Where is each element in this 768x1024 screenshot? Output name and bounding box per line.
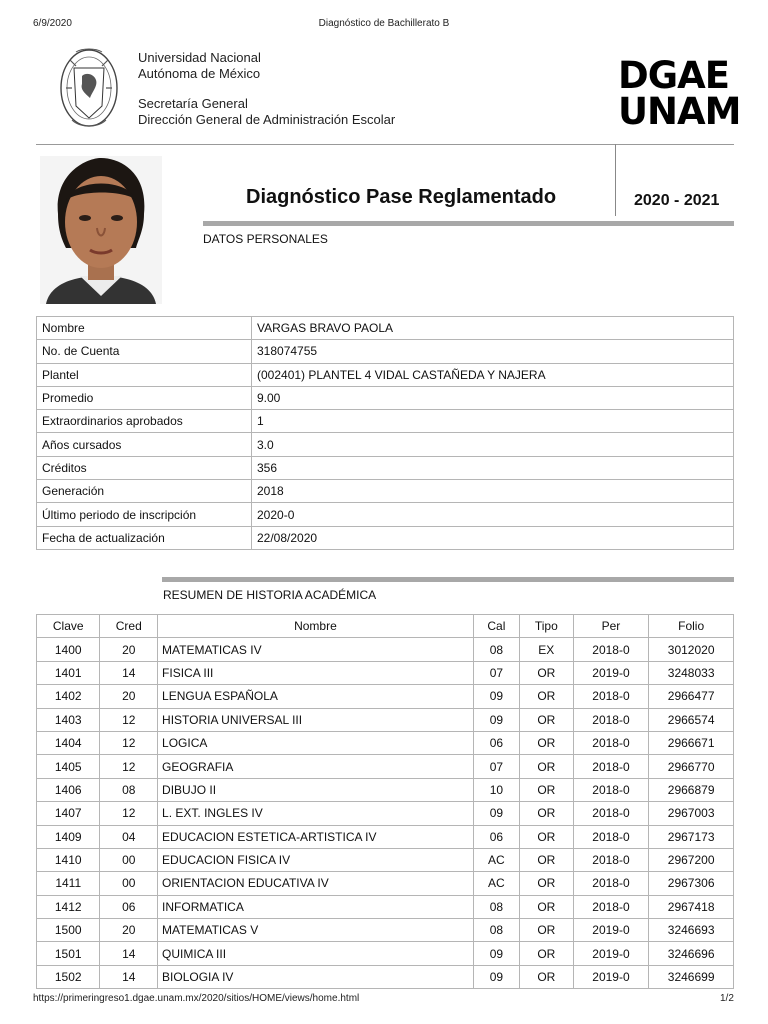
table-row	[37, 802, 734, 825]
cell-cred: 08	[100, 778, 158, 801]
cell-folio: 2966671	[649, 731, 734, 754]
table-row	[37, 942, 734, 965]
cell-cal: 06	[473, 731, 519, 754]
table-row	[37, 638, 734, 661]
cell-cred: 20	[100, 638, 158, 661]
unam-seal-logo	[56, 46, 122, 134]
cell-tipo: OR	[519, 731, 573, 754]
column-header-clave: Clave	[37, 615, 100, 638]
personal-field-label: Último periodo de inscripción	[37, 503, 252, 526]
cell-folio: 2966879	[649, 778, 734, 801]
dgae-unam-logo	[618, 54, 741, 133]
cell-clave: 1410	[37, 848, 100, 871]
print-title: Diagnóstico de Bachillerato B	[318, 18, 450, 29]
table-row	[37, 848, 734, 871]
cell-nombre: HISTORIA UNIVERSAL III	[158, 708, 474, 731]
cell-tipo: EX	[519, 638, 573, 661]
cell-cal: AC	[473, 848, 519, 871]
cell-tipo: OR	[519, 661, 573, 684]
column-header-per: Per	[573, 615, 649, 638]
cell-clave: 1401	[37, 661, 100, 684]
cell-nombre: MATEMATICAS V	[158, 919, 474, 942]
cell-per: 2018-0	[573, 731, 649, 754]
page-number: 1/2	[720, 993, 734, 1004]
cell-per: 2018-0	[573, 848, 649, 871]
cell-per: 2019-0	[573, 942, 649, 965]
personal-row	[37, 410, 734, 433]
cell-clave: 1502	[37, 965, 100, 988]
cell-per: 2018-0	[573, 872, 649, 895]
cell-nombre: MATEMATICAS IV	[158, 638, 474, 661]
cell-per: 2019-0	[573, 965, 649, 988]
cell-tipo: OR	[519, 919, 573, 942]
personal-row	[37, 456, 734, 479]
cell-cal: 09	[473, 942, 519, 965]
column-header-tipo: Tipo	[519, 615, 573, 638]
cell-cal: 09	[473, 965, 519, 988]
cell-tipo: OR	[519, 965, 573, 988]
document-title: Diagnóstico Pase Reglamentado	[246, 186, 557, 208]
cell-nombre: QUIMICA III	[158, 942, 474, 965]
cell-per: 2018-0	[573, 802, 649, 825]
cell-clave: 1404	[37, 731, 100, 754]
table-row	[37, 755, 734, 778]
history-header-row	[37, 615, 734, 638]
column-header-cal: Cal	[473, 615, 519, 638]
student-photo	[40, 156, 162, 304]
table-row	[37, 778, 734, 801]
personal-row	[37, 386, 734, 409]
table-row	[37, 965, 734, 988]
cell-cal: 08	[473, 638, 519, 661]
cell-per: 2018-0	[573, 708, 649, 731]
personal-row	[37, 433, 734, 456]
cell-cal: 09	[473, 685, 519, 708]
cell-folio: 2967306	[649, 872, 734, 895]
personal-field-value: 22/08/2020	[252, 526, 734, 549]
cell-per: 2018-0	[573, 895, 649, 918]
personal-field-value: 2018	[252, 480, 734, 503]
personal-data-table	[36, 316, 734, 550]
institution-secretaria: Secretaría General	[138, 96, 248, 111]
academic-history-table	[36, 614, 734, 989]
cell-nombre: GEOGRAFIA	[158, 755, 474, 778]
table-row	[37, 825, 734, 848]
personal-section-label: DATOS PERSONALES	[203, 232, 328, 246]
table-row	[37, 919, 734, 942]
cell-cred: 12	[100, 802, 158, 825]
cell-cred: 12	[100, 708, 158, 731]
personal-field-label: Promedio	[37, 386, 252, 409]
cell-cal: AC	[473, 872, 519, 895]
personal-row	[37, 480, 734, 503]
cell-per: 2018-0	[573, 685, 649, 708]
cell-clave: 1412	[37, 895, 100, 918]
cell-cal: 08	[473, 919, 519, 942]
cell-folio: 3012020	[649, 638, 734, 661]
cell-folio: 2966477	[649, 685, 734, 708]
institution-name-line2: Autónoma de México	[138, 66, 261, 81]
cell-tipo: OR	[519, 848, 573, 871]
personal-field-label: Extraordinarios aprobados	[37, 410, 252, 433]
cell-cred: 00	[100, 872, 158, 895]
table-row	[37, 895, 734, 918]
personal-field-value: 9.00	[252, 386, 734, 409]
cell-tipo: OR	[519, 872, 573, 895]
personal-field-label: No. de Cuenta	[37, 340, 252, 363]
cell-cred: 12	[100, 731, 158, 754]
cell-folio: 2967200	[649, 848, 734, 871]
cell-cal: 06	[473, 825, 519, 848]
personal-field-value: 356	[252, 456, 734, 479]
cell-cal: 07	[473, 661, 519, 684]
cell-folio: 2967003	[649, 802, 734, 825]
cell-clave: 1403	[37, 708, 100, 731]
cell-cred: 14	[100, 942, 158, 965]
personal-field-value: 318074755	[252, 340, 734, 363]
cell-folio: 2967173	[649, 825, 734, 848]
cell-tipo: OR	[519, 825, 573, 848]
footer-url: https://primeringreso1.dgae.unam.mx/2020/sitios/HOME/views/home.html	[33, 993, 360, 1004]
cell-folio: 3248033	[649, 661, 734, 684]
cell-nombre: FISICA III	[158, 661, 474, 684]
cell-per: 2018-0	[573, 825, 649, 848]
cell-clave: 1501	[37, 942, 100, 965]
dgae-logo-line2: UNAM	[618, 90, 741, 133]
cell-clave: 1405	[37, 755, 100, 778]
cell-tipo: OR	[519, 755, 573, 778]
personal-row	[37, 340, 734, 363]
institution-block	[138, 50, 395, 128]
cell-cred: 20	[100, 685, 158, 708]
personal-field-label: Créditos	[37, 456, 252, 479]
history-section-bar	[162, 577, 734, 582]
personal-field-label: Generación	[37, 480, 252, 503]
personal-field-label: Nombre	[37, 317, 252, 340]
cell-cred: 14	[100, 661, 158, 684]
cell-tipo: OR	[519, 708, 573, 731]
cell-cal: 07	[473, 755, 519, 778]
cell-cal: 10	[473, 778, 519, 801]
cell-tipo: OR	[519, 778, 573, 801]
personal-row	[37, 317, 734, 340]
cell-clave: 1409	[37, 825, 100, 848]
cell-nombre: DIBUJO II	[158, 778, 474, 801]
cell-per: 2018-0	[573, 778, 649, 801]
cell-clave: 1411	[37, 872, 100, 895]
cell-nombre: BIOLOGIA IV	[158, 965, 474, 988]
cell-tipo: OR	[519, 895, 573, 918]
personal-field-value: 1	[252, 410, 734, 433]
personal-field-label: Fecha de actualización	[37, 526, 252, 549]
year-divider	[615, 144, 616, 216]
cell-nombre: LOGICA	[158, 731, 474, 754]
personal-field-value: (002401) PLANTEL 4 VIDAL CASTAÑEDA Y NAJERA	[252, 363, 734, 386]
cell-nombre: EDUCACION FISICA IV	[158, 848, 474, 871]
cell-nombre: INFORMATICA	[158, 895, 474, 918]
cell-folio: 3246693	[649, 919, 734, 942]
cell-folio: 2966770	[649, 755, 734, 778]
cell-nombre: ORIENTACION EDUCATIVA IV	[158, 872, 474, 895]
cell-cred: 14	[100, 965, 158, 988]
personal-field-value: 2020-0	[252, 503, 734, 526]
print-date: 6/9/2020	[33, 18, 72, 29]
cell-cred: 00	[100, 848, 158, 871]
cell-folio: 2966574	[649, 708, 734, 731]
cell-cred: 04	[100, 825, 158, 848]
cell-clave: 1407	[37, 802, 100, 825]
personal-row	[37, 526, 734, 549]
cell-tipo: OR	[519, 942, 573, 965]
personal-row	[37, 503, 734, 526]
school-year: 2020 - 2021	[634, 192, 720, 209]
cell-clave: 1406	[37, 778, 100, 801]
header-divider	[36, 144, 734, 145]
personal-field-value: VARGAS BRAVO PAOLA	[252, 317, 734, 340]
cell-nombre: L. EXT. INGLES IV	[158, 802, 474, 825]
table-row	[37, 685, 734, 708]
cell-cred: 06	[100, 895, 158, 918]
cell-cal: 09	[473, 708, 519, 731]
cell-nombre: EDUCACION ESTETICA-ARTISTICA IV	[158, 825, 474, 848]
cell-tipo: OR	[519, 685, 573, 708]
table-row	[37, 708, 734, 731]
personal-row	[37, 363, 734, 386]
institution-name-line1: Universidad Nacional	[138, 50, 261, 65]
personal-field-label: Plantel	[37, 363, 252, 386]
table-row	[37, 872, 734, 895]
cell-cal: 09	[473, 802, 519, 825]
personal-field-label: Años cursados	[37, 433, 252, 456]
cell-folio: 3246696	[649, 942, 734, 965]
title-underline-bar	[203, 221, 734, 226]
dgae-logo-line1: DGAE	[618, 54, 729, 97]
column-header-nombre: Nombre	[158, 615, 474, 638]
table-row	[37, 661, 734, 684]
cell-clave: 1400	[37, 638, 100, 661]
cell-folio: 3246699	[649, 965, 734, 988]
history-section-label: RESUMEN DE HISTORIA ACADÉMICA	[163, 588, 377, 602]
cell-folio: 2967418	[649, 895, 734, 918]
cell-per: 2019-0	[573, 919, 649, 942]
column-header-cred: Cred	[100, 615, 158, 638]
column-header-folio: Folio	[649, 615, 734, 638]
cell-per: 2019-0	[573, 661, 649, 684]
cell-cal: 08	[473, 895, 519, 918]
cell-tipo: OR	[519, 802, 573, 825]
cell-clave: 1402	[37, 685, 100, 708]
cell-nombre: LENGUA ESPAÑOLA	[158, 685, 474, 708]
cell-per: 2018-0	[573, 755, 649, 778]
cell-cred: 12	[100, 755, 158, 778]
personal-field-value: 3.0	[252, 433, 734, 456]
institution-direccion: Dirección General de Administración Escolar	[138, 112, 396, 127]
table-row	[37, 731, 734, 754]
cell-clave: 1500	[37, 919, 100, 942]
cell-cred: 20	[100, 919, 158, 942]
cell-per: 2018-0	[573, 638, 649, 661]
